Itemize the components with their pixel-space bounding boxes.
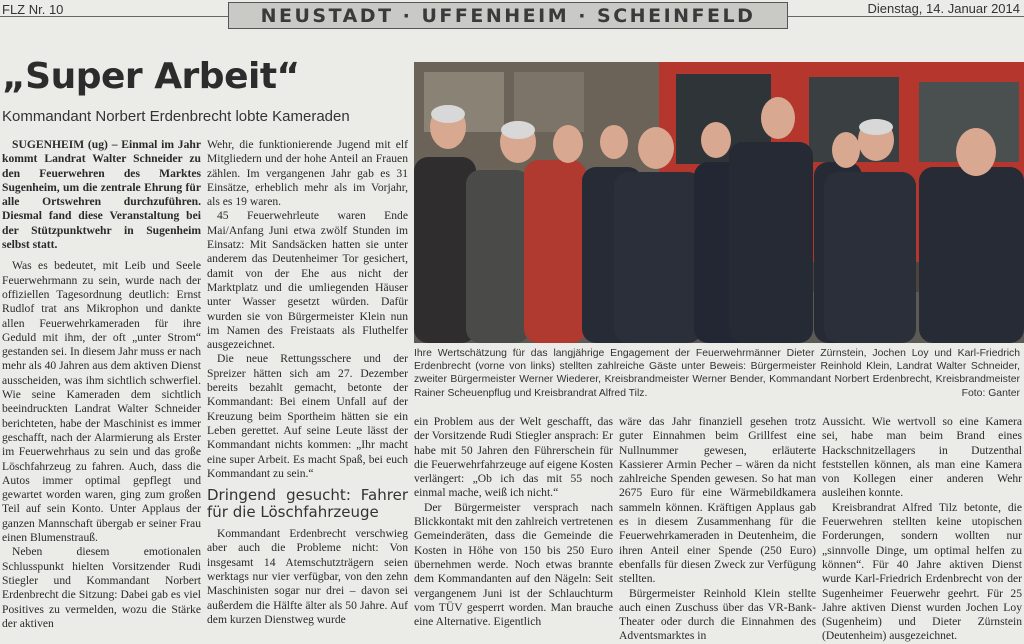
article-column-1 <box>2 138 201 633</box>
paragraph: wäre das Jahr finanziell gesehen trotz guter Einnahmen beim Grillfest eine Nullnummer gewesen, erläuterte Kassierer Armin Pecher – wären da nicht zahlreiche Spenden gewesen. So hat man 2675 Euro für eine Wärmebildkamera sammeln können. Kräftigen Applaus gab es in diesem Zusammenhang für die Feuerwehrkameraden in Deutenheim, die ihren Anteil einer Spende (250 Euro) ebenfalls für diesen Zweck zur Verfügung stellten. <box>619 415 816 586</box>
photo-credit: Foto: Ganter <box>961 387 1020 399</box>
paragraph: Der Bürgermeister versprach nach Blickkontakt mit den zahlreich vertretenen Gemeinderäten, dass die Gemeinde die Kosten in Höhe von 150 bis 250 Euro übernehmen werde. Noch etwas brannte dem Kommandanten auf den Nägeln: Seit vergangenem Juni ist der Schlauchturm vom TÜV gesperrt worden. Man brauche eine Alternative. Eigentlich <box>414 500 613 629</box>
paragraph: Aussicht. Wie wertvoll so eine Kamera sei, habe man beim Brand eines Hackschnitzellagers in Dutzenthal feststellen können, als man eine Kamera von Kollegen einer anderen Wehr ausleihen konnte. <box>822 415 1022 500</box>
paragraph: Wehr, die funktionierende Jugend mit elf Mitgliedern und der hohe Anteil an Frauen zählen. Im vergangenen Jahr gab es 31 Einsätze, erheblich mehr als im Vorjahr, als es 19 waren. <box>207 138 408 209</box>
issue-date: Dienstag, 14. Januar 2014 <box>867 1 1020 16</box>
issue-number: FLZ Nr. 10 <box>2 2 64 17</box>
article-column-2 <box>207 138 408 633</box>
article-column-5 <box>822 415 1022 643</box>
article-column-3 <box>414 415 613 633</box>
subheading: Dringend gesucht: Fahrer für die Löschfahrzeuge <box>207 486 408 522</box>
photo-caption <box>414 347 1020 400</box>
paragraph: Was es bedeutet, mit Leib und Seele Feuerwehrmann zu sein, wurde nach der offiziellen Tagesordnung deutlich: Ernst Rudlof trat ans Mikrophon und dankte allen Feuerwehrkameraden für ihre Geduld mit ihm, der oft „unter Strom“ gestanden sei. In diesem Jahr muss er nach mehr als 40 Jahren aus dem aktiven Dienst ausscheiden, was ihm sichtlich schwerfiel. Wie seine Kameraden dem sichtlich beeindruckten Landrat Walter Schneider berichteten, habe der Maschinist es immer geschafft, nach der Alarmierung als Erster im Feuerwehrhaus zu sein und das große Löschfahrzeug zu fahren. Auch, dass die Autos immer optimal gepflegt und gewartet worden waren, ging zum großen Teil auf sein Konto. Unter Applaus der ganzen Mannschaft übergab er seiner Frau einen Blumenstrauß. <box>2 259 201 545</box>
article-subtitle: Kommandant Norbert Erdenbrecht lobte Kameraden <box>2 108 350 125</box>
article-column-4 <box>619 415 816 643</box>
caption-text: Ihre Wertschätzung für das langjährige Engagement der Feuerwehrmänner Dieter Zürnstein, Jochen Loy und Karl-Friedrich Erdenbrecht (vorne von links) stellten zahlreiche Gäste unter Beweis: Bürgermeister Reinhold Klein, Landrat Walter Schneider, zweiter Bürgermeister Werner Wiederer, Kreisbrandmeister Werner Bender, Kommandant Norbert Erdenbrecht, Kreisbrandmeister Rainer Scheuenpflug und Kreisbrandrat Alfred Tilz. <box>414 348 1020 399</box>
article-title: „Super Arbeit“ <box>2 56 300 97</box>
paragraph: ein Problem aus der Welt geschafft, das der Vorsitzende Rudi Stiegler ansprach: Er habe mit 50 Jahren den Führerschein für die Feuerwehrfahrzeuge auf eigene Kosten verlängert: „Ob ich das mit 55 noch einmal mache, weiß ich nicht.“ <box>414 415 613 500</box>
paragraph: Kreisbrandrat Alfred Tilz betonte, die Feuerwehren stellten keine utopischen Forderungen, sondern wollten nur „sinnvolle Dinge, um optimal helfen zu können“. Für 40 Jahre aktiven Dienst wurde Karl-Friedrich Erdenbrecht von der Sugenheimer Feuerwehr geehrt. Für 25 Jahre aktiven Dienst wurden Jochen Loy (Sugenheim) und Dieter Zürnstein (Deutenheim) ausgezeichnet. <box>822 500 1022 643</box>
paragraph: Die neue Rettungsschere und der Spreizer hätten sich am 27. Dezember bereits bezahlt gemacht, betonte der Kommandant: Bei einem Unfall auf der Kreuzung beim Sportheim hätten sie ein Leben gerettet. Auf seine Leute lässt der Kommandant nichts kommen: „Ihr macht eine super Arbeit. Es macht Spaß, bei euch Kommandant zu sein.“ <box>207 352 408 480</box>
paragraph: Neben diesem emotionalen Schlusspunkt hielten Vorsitzender Rudi Stiegler und Kommandant Norbert Erdenbrecht die Sitzung: Dabei gab es viel Positives zu vermelden, wozu die Stärke der aktiven <box>2 545 201 630</box>
group-photo <box>414 62 1024 343</box>
firefighters-photo-illustration <box>414 62 1024 343</box>
paragraph: 45 Feuerwehrleute waren Ende Mai/Anfang Juni etwa zwölf Stunden im Einsatz: Mit Sandsäcken hatten sie unter anderem das Deutenheimer Tor gesichert, damit von der Ehe aus nicht der Marktplatz und die umliegenden Häuser unter Wasser gesetzt würden. Dafür wurden sie von Bürgermeister Klein nun im Namen des Freistaats als Fluthelfer ausgezeichnet. <box>207 209 408 352</box>
section-banner: NEUSTADT · UFFENHEIM · SCHEINFELD <box>228 2 788 29</box>
paragraph: Bürgermeister Reinhold Klein stellte auch einen Zuschuss über das VR-Bank-Theater oder durch die Einnahmen des Adventsmarktes in <box>619 586 816 643</box>
paragraph: Kommandant Erdenbrecht verschwieg aber auch die Probleme nicht: Von insgesamt 14 Atemschutzträgern seien werktags nur vier verfügbar, von den zehn Maschinisten sogar nur drei – davon sei außerdem die Hälfte älter als 50 Jahre. Auf dem kurzen Dienstweg wurde <box>207 527 408 626</box>
lead-paragraph: SUGENHEIM (ug) – Einmal im Jahr kommt Landrat Walter Schneider zu den Feuerwehren des Marktes Sugenheim, um die zentrale Ehrung für alle Ortswehren durchzuführen. Diesmal fand diese Veranstaltung bei der Stützpunktwehr in Sugenheim selbst statt. <box>2 138 201 252</box>
